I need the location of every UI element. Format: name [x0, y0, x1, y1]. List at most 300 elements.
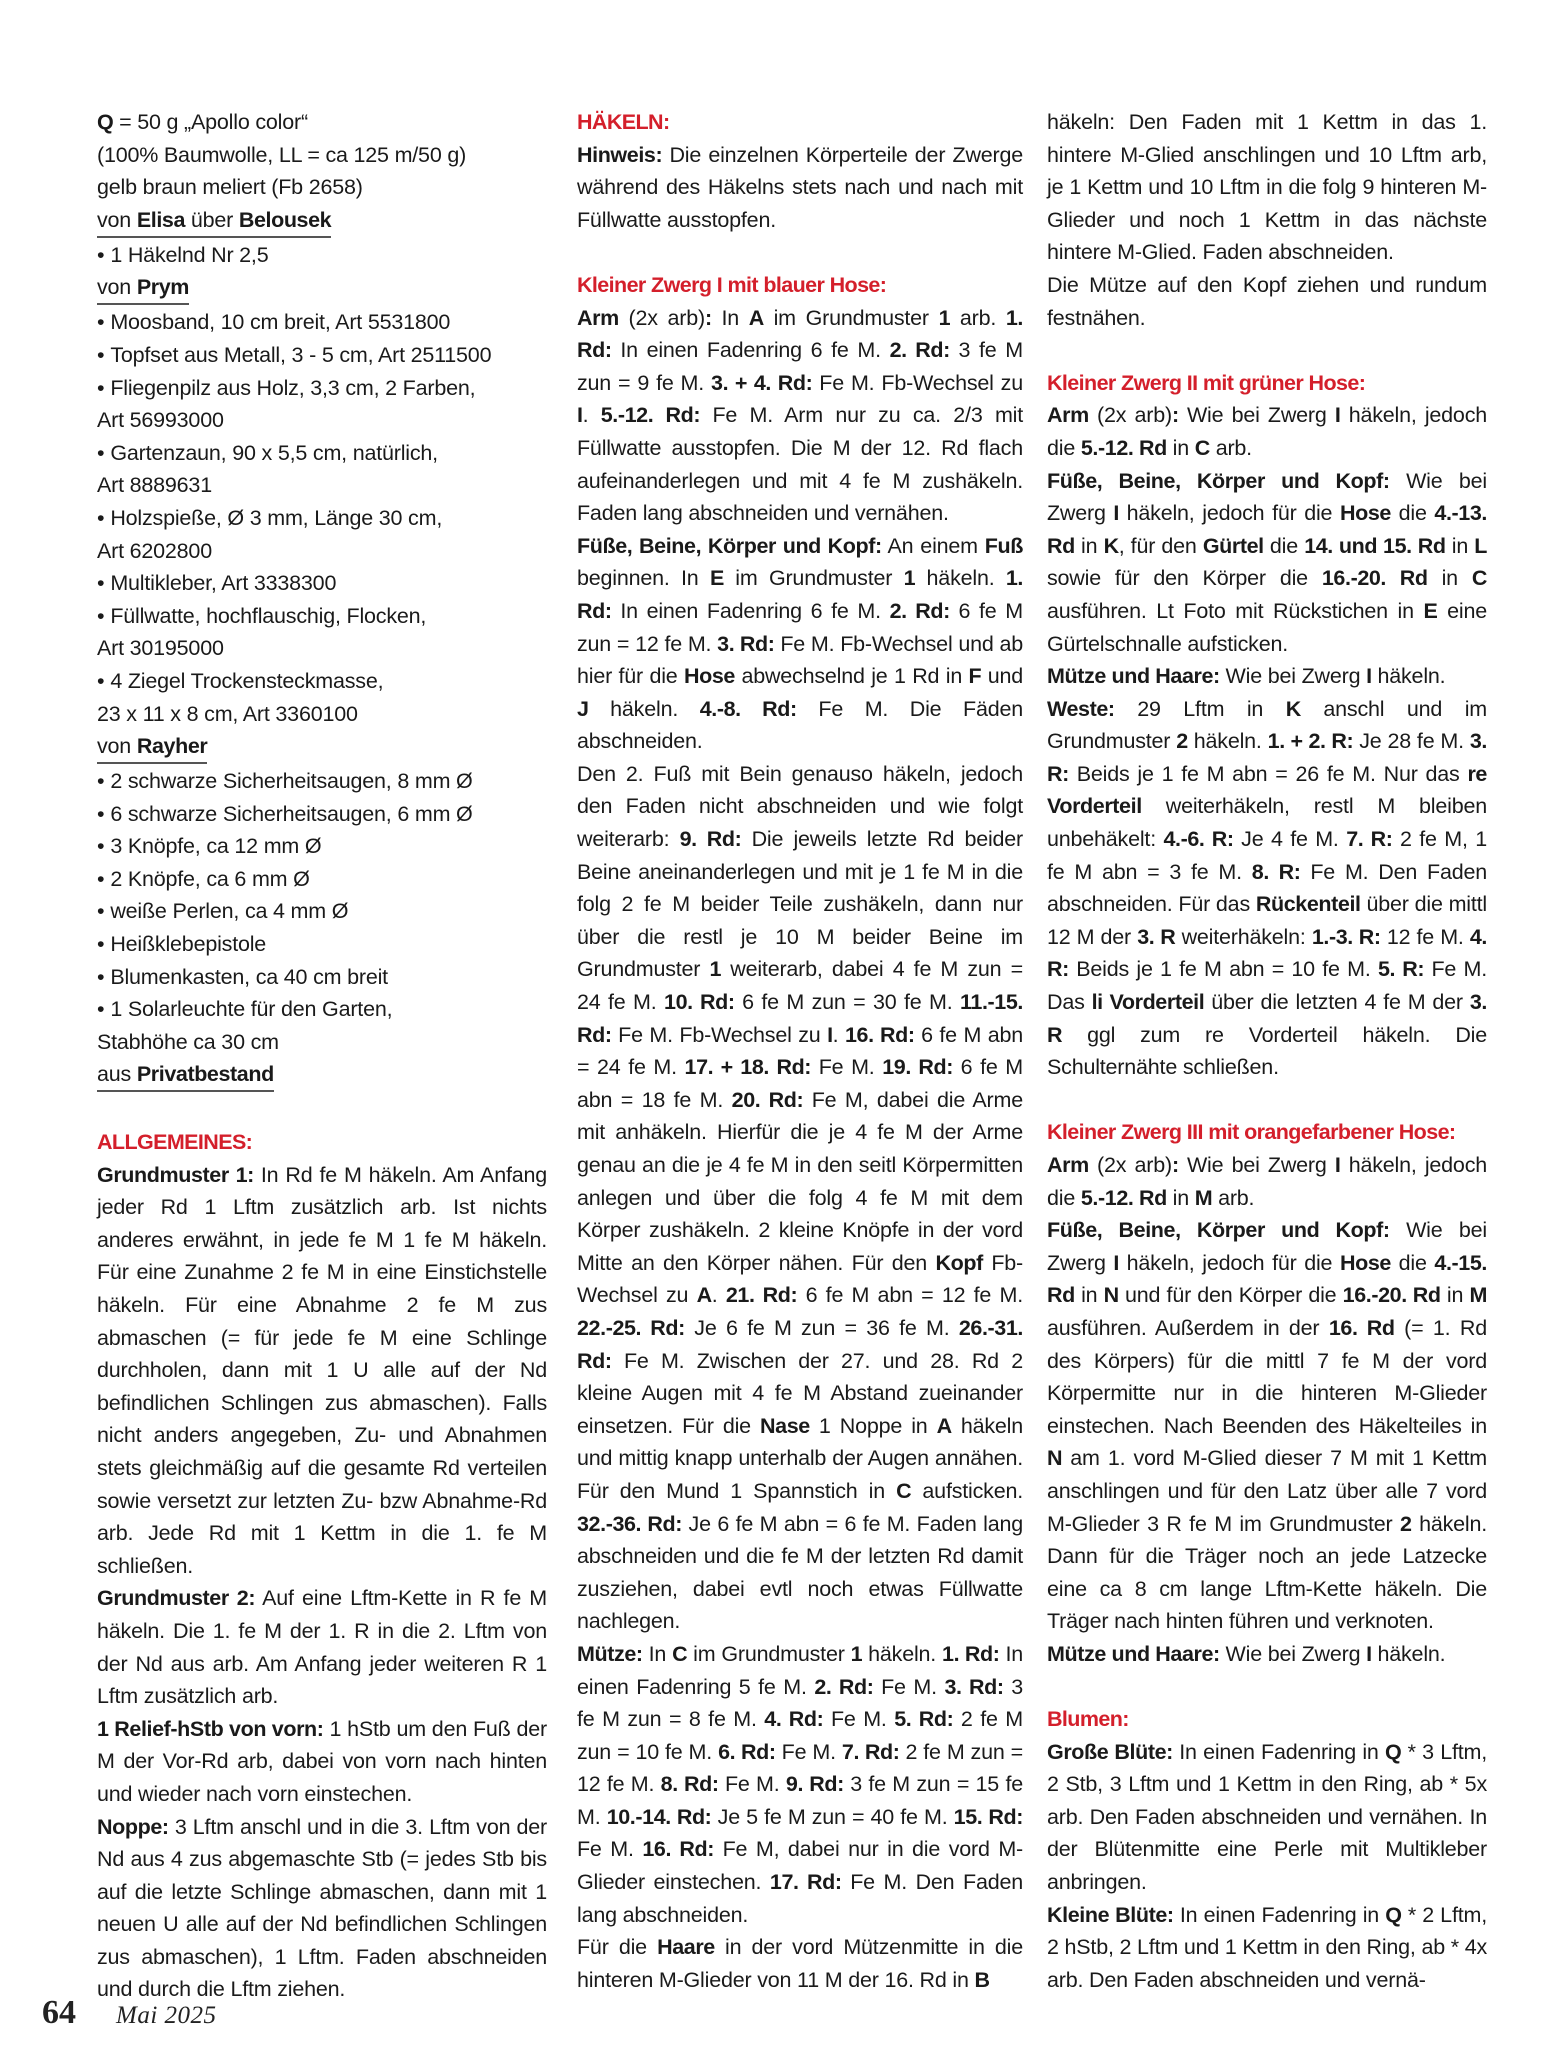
bold-term: Gürtel	[1202, 533, 1264, 558]
bold-term: 3. Rd:	[944, 1674, 1004, 1699]
text-run: Je 5 fe M zun = 40 fe M.	[711, 1804, 954, 1829]
paragraph-zwerg3-hat	[1047, 1638, 1487, 1671]
bold-term: Mütze und Haare:	[1047, 664, 1220, 689]
column-instructions-1	[577, 106, 1023, 1996]
brand-name: Belousek	[238, 207, 332, 232]
bold-term: Fuß	[984, 533, 1023, 558]
section-heading-allgemeines: ALLGEMEINES:	[97, 1130, 253, 1155]
bold-term: 5.-12. Rd	[1080, 1185, 1167, 1210]
bold-term: 3. + 4. Rd:	[711, 370, 813, 395]
bold-term: 26.-31. Rd:	[577, 1315, 1023, 1373]
bold-term: 3. R	[1137, 924, 1176, 949]
text-run: Je 6 fe M abn = 6 fe M. Faden lang abschneiden und die fe M der letzten Rd damit zusziehen, dabei evtl noch etwas Füllwatte nachlegen.	[577, 1511, 1023, 1634]
term-text: 3 Lftm anschl und in die 3. Lftm von der Nd aus 4 zus abgemaschte Stb (= jedes Stb bis auf die letzte Schlinge abmaschen, dann mit 1 neuen U alle auf der Nd befindlichen Schlingen zus abmaschen), 1 Lftm. Faden abschneiden und durch die Lftm ziehen.	[97, 1814, 547, 2002]
bold-term: A	[696, 1283, 712, 1308]
bold-term: 2. Rd:	[889, 338, 950, 363]
text-run: 3 fe M zun = 8 fe M.	[577, 1674, 1024, 1732]
text-run: in	[1166, 1185, 1195, 1210]
bold-term: 16. Rd	[1328, 1315, 1395, 1340]
bold-term: M	[1194, 1185, 1213, 1210]
bold-term: 16.-20. Rd	[1342, 1283, 1441, 1308]
bold-term: I	[1366, 664, 1372, 689]
column-instructions-2	[1047, 106, 1487, 1996]
text-run: (2x arb)	[1088, 1153, 1172, 1177]
bold-term: L	[1474, 533, 1488, 558]
source-mid: über	[185, 207, 239, 232]
text-run: häkeln.	[862, 1641, 943, 1666]
text-run: Fe M.	[577, 1837, 643, 1862]
text-run: In einen Fadenring in	[1172, 1739, 1385, 1764]
source-prefix: von	[97, 207, 137, 232]
text-run: Wie bei Zwerg	[1047, 1218, 1487, 1275]
text-run: Wie bei Zwerg	[1178, 1153, 1335, 1177]
text-run: Fe M.	[823, 1707, 895, 1732]
paragraph-zwerg1-body-continued	[577, 758, 1023, 1638]
paragraph-zwerg1-hair-continued	[1047, 106, 1487, 269]
text-run: häkeln, jedoch für die	[1118, 501, 1340, 526]
paragraph-zwerg1-hair	[577, 1931, 1023, 1996]
bold-term: 1. Rd:	[942, 1641, 1000, 1666]
text-run: Je 28 fe M.	[1353, 729, 1470, 754]
paragraph-grosse-bluete	[1047, 1736, 1487, 1899]
text-run: weiterhäkeln, restl M bleiben unbehäkelt:	[1047, 794, 1487, 852]
bold-term: 2. Rd:	[889, 598, 950, 623]
term-text: Auf eine Lftm-Kette in R fe M häkeln. Die 1. fe M der 1. R in die 2. Lftm von der Nd aus arb. Am Anfang jeder weiteren R 1 Lftm zusätzlich arb.	[97, 1586, 547, 1709]
text-run: Fe M. Die Fäden abschneiden.	[577, 696, 1024, 754]
text-run: in	[1074, 533, 1104, 558]
source-prefix: von	[97, 734, 137, 759]
section-heading-zwerg-1: Kleiner Zwerg I mit blauer Hose:	[577, 272, 887, 297]
text-run: Den 2. Fuß mit Bein genauso häkeln, jedoch den Faden nicht abschneiden und wie folgt weiterarb:	[577, 761, 1023, 852]
bold-term: I	[577, 403, 583, 428]
material-item: Art 6202800	[97, 538, 212, 563]
text-run: im Grundmuster	[763, 305, 939, 330]
text-run: in	[1445, 533, 1475, 558]
bold-term: re Vorderteil	[1047, 761, 1487, 819]
rayher-material-list	[97, 306, 547, 730]
text-run: arb.	[950, 305, 1006, 330]
material-item: • 1 Häkelnd Nr 2,5	[97, 239, 547, 272]
text-run: In einen Fadenring 6 fe M.	[611, 338, 890, 363]
yarn-label: Q	[97, 110, 114, 134]
text-run: An einem	[881, 533, 985, 558]
bold-term: 3. R:	[1047, 729, 1488, 786]
yarn-q-detail-2: gelb braun meliert (Fb 2658)	[97, 175, 363, 200]
text-run: 3 fe M zun = 15 fe M.	[577, 1772, 1023, 1829]
page-number: 64	[42, 1994, 76, 2031]
text-run: 6 fe M abn = 18 fe M.	[577, 1055, 1023, 1112]
bold-term: 1. + 2. R:	[1267, 729, 1354, 754]
text-run: in	[1166, 435, 1195, 460]
bold-term: C	[896, 1478, 912, 1503]
text-run: ausführen. Außerdem in der	[1047, 1315, 1329, 1340]
bold-term: Weste:	[1047, 696, 1115, 721]
bold-term: 3. R	[1047, 990, 1487, 1047]
term-text: In Rd fe M häkeln. Am Anfang jeder Rd 1 Lftm zusätzlich arb. Ist nichts anderes erwähnt, in jede fe M 1 fe M häkeln. Für eine Zunahme 2 fe M in eine Einstichstelle häkeln. Für eine Abnahme 2 fe M zus abmaschen (= für jede fe M eine Schlinge durchholen, dann mit 1 U alle auf der Nd befindlichen Schlingen zus abmaschen). Falls nicht anders angegeben, Zu- und Abnahmen stets gleichmäßig auf die gesamte Rd verteilen sowie versetzt zur letzten Zu- bzw Abnahme-Rd arb. Jede Rd mit 1 Kettm in die 1. fe M schließen.	[97, 1162, 547, 1578]
bold-term: 1	[903, 566, 916, 591]
text-run: Fe M.	[718, 1772, 786, 1797]
issue-date: Mai 2025	[116, 2002, 217, 2029]
bold-term: 2	[1176, 729, 1188, 754]
bold-term: 1.-3. R:	[1311, 924, 1381, 949]
term-label: Hinweis:	[577, 142, 663, 167]
text-run: häkeln. Dann für die Träger noch an jede Latzecke eine ca 8 cm lange Lftm-Kette häkeln. Die Träger nach hinten führen und verknoten.	[1047, 1511, 1487, 1634]
text-run: Die jeweils letzte Rd beider Beine aneinanderlegen und mit je 1 fe M in die folg 2 fe M beider Teile zushäkeln, dann nur über die restl je 10 M beider Beine im Grundmuster	[577, 827, 1024, 982]
text-run: Fe M, dabei nur in die vord M-Glieder einstechen.	[577, 1837, 1023, 1895]
text-run: In einen Fadenring in	[1173, 1902, 1386, 1927]
bold-term: 5.-12. Rd	[1080, 435, 1167, 460]
paragraph-zwerg2-arm	[1047, 399, 1487, 464]
text-run: .	[832, 1022, 845, 1047]
bold-term: F	[968, 664, 982, 689]
paragraph-zwerg3-arm	[1047, 1149, 1487, 1214]
text-run: Fe M. Arm nur zu ca. 2/3 mit Füllwatte ausstopfen. Die M der 12. Rd flach aufeinanderlegen und mit 4 fe M zushäkeln. Faden lang abschneiden und vernähen.	[577, 403, 1023, 526]
bold-term: 19. Rd:	[882, 1055, 954, 1080]
term-label: Noppe:	[97, 1814, 169, 1839]
text-run: häkeln.	[588, 696, 700, 721]
text-run: häkeln.	[915, 566, 1006, 591]
bold-term: 9. Rd:	[785, 1772, 844, 1797]
text-run: arb.	[1209, 435, 1252, 460]
yarn-q-detail-1: (100% Baumwolle, LL = ca 125 m/50 g)	[97, 142, 467, 167]
bold-term: 32.-36. Rd:	[577, 1511, 683, 1536]
bold-term: 7. Rd:	[841, 1739, 900, 1764]
text-run: 3 fe M zun = 9 fe M.	[577, 338, 1023, 395]
text-run: 29 Lftm in	[1114, 696, 1286, 721]
text-run: anschl und im Grundmuster	[1047, 696, 1487, 754]
bold-term: Nase	[760, 1413, 810, 1438]
bold-term: 2	[1400, 1511, 1412, 1536]
material-item: Art 56993000	[97, 408, 224, 433]
material-item: 23 x 11 x 8 cm, Art 3360100	[97, 701, 358, 726]
text-run: (= 1. Rd des Körpers) für die mittl 7 fe M der vord Körpermitte nur in die hinteren M-Glieder einstechen. Nach Beenden des Häkelteiles in	[1047, 1315, 1487, 1438]
text-run: In einen Fadenring 6 fe M.	[611, 598, 890, 623]
bold-term: Hose	[1339, 1250, 1391, 1275]
material-item: • weiße Perlen, ca 4 mm Ø	[97, 895, 547, 928]
bold-term: 14. und 15. Rd	[1304, 533, 1446, 558]
brand-name: Privatbestand	[136, 1062, 274, 1087]
bold-term: C	[1194, 435, 1210, 460]
bold-term: A	[936, 1413, 952, 1438]
text-run: In	[711, 305, 749, 330]
text-run: 6 fe M zun = 30 fe M.	[734, 990, 961, 1015]
bold-term: Haare	[657, 1935, 715, 1960]
text-run: im Grundmuster	[687, 1641, 851, 1666]
text-run: die	[1390, 501, 1435, 526]
text-run: Je 6 fe M zun = 36 fe M.	[684, 1315, 959, 1340]
source-prefix: aus	[97, 1062, 137, 1087]
text-run: 6 fe M abn = 24 fe M.	[577, 1022, 1023, 1080]
source-prefix: von	[97, 275, 137, 300]
bold-term: 5. Rd:	[894, 1707, 954, 1732]
text-run: häkeln.	[1187, 729, 1268, 754]
material-item: • 2 Knöpfe, ca 6 mm Ø	[97, 863, 547, 896]
material-item: • Heißklebepistole	[97, 928, 547, 961]
text-run: * 2 Lftm, 2 hStb, 2 Lftm und 1 Kettm in den Ring, ab * 4x arb. Den Faden abschneiden und vernä-	[1047, 1902, 1487, 1992]
bold-term: A	[748, 305, 764, 330]
bold-term: 1. Rd:	[577, 305, 1023, 363]
bold-term: I	[1366, 1641, 1372, 1666]
text-run: Fe M. Das	[1047, 957, 1487, 1015]
material-item: • 6 schwarze Sicherheitsaugen, 6 mm Ø	[97, 798, 547, 831]
bold-term: Kleine Blüte:	[1047, 1902, 1174, 1927]
text-run: Fe M.	[811, 1055, 883, 1080]
text-run: .	[582, 403, 601, 428]
paragraph-zwerg1-hat	[577, 1638, 1023, 1931]
text-run: am 1. vord M-Glied dieser 7 M mit 1 Kettm anschlingen und für den Latz über alle 7 vord M-Glieder 3 R fe M im Grundmuster	[1047, 1446, 1487, 1536]
material-item: Art 8889631	[97, 473, 212, 498]
text-run: häkeln.	[1371, 1641, 1446, 1666]
bold-term: 1	[709, 957, 722, 982]
bold-term: 1	[850, 1641, 863, 1666]
text-run: In einen Fadenring 5 fe M.	[577, 1641, 1023, 1699]
bold-term: Arm	[1047, 403, 1089, 428]
bold-term: 21. Rd:	[725, 1283, 798, 1308]
bold-term: K	[1285, 696, 1301, 721]
text-run: In	[642, 1641, 673, 1666]
text-run: Fe M. Den Faden abschneiden. Für das	[1047, 859, 1487, 917]
text-run: aufsticken.	[911, 1478, 1024, 1503]
paragraph-kleine-bluete	[1047, 1899, 1487, 1997]
bold-term: 17. + 18. Rd:	[684, 1055, 812, 1080]
bold-term: C	[672, 1641, 688, 1666]
paragraph-relief-hstb	[97, 1713, 547, 1811]
text-run: Beids je 1 fe M abn = 26 fe M. Nur das	[1068, 761, 1468, 786]
text-run: Fe M. Fb-Wechsel zu	[611, 1022, 828, 1047]
bold-term: 4.-15. Rd	[1047, 1250, 1487, 1308]
brand-name: Rayher	[136, 734, 208, 759]
yarn-q-line	[97, 106, 547, 139]
text-run: im Grundmuster	[723, 566, 904, 591]
material-item: • Fliegenpilz aus Holz, 3,3 cm, 2 Farben,	[97, 372, 547, 405]
bold-term: Rückenteil	[1255, 892, 1361, 917]
bold-term: :	[1171, 1153, 1179, 1177]
text-run: Fe M. Fb-Wechsel und ab hier für die	[577, 631, 1023, 689]
material-item: • 4 Ziegel Trockensteckmasse,	[97, 665, 547, 698]
bold-term: 5.-12. Rd:	[600, 403, 701, 428]
bold-term: M	[1469, 1283, 1487, 1308]
paragraph-zwerg2-vest	[1047, 693, 1487, 1084]
bold-term: li Vorderteil	[1091, 990, 1205, 1015]
bold-term: 16. Rd:	[642, 1837, 715, 1862]
bold-term: Mütze:	[577, 1641, 643, 1666]
material-item: Art 30195000	[97, 636, 224, 661]
material-item: • Topfset aus Metall, 3 - 5 cm, Art 2511500	[97, 339, 547, 372]
bold-term: Arm	[577, 305, 619, 330]
bold-term: Große Blüte:	[1047, 1739, 1173, 1764]
bold-term: J	[577, 696, 589, 721]
text-run: weiterarb, dabei 4 fe M zun = 24 fe M.	[577, 957, 1023, 1015]
source-elisa	[97, 205, 331, 238]
bold-term: 16.-20. Rd	[1321, 566, 1428, 591]
text-run: .	[711, 1283, 726, 1308]
paragraph-noppe	[97, 1811, 547, 2007]
text-run: über die mittl 12 M der	[1047, 892, 1487, 949]
paragraph-hinweis	[577, 139, 1023, 237]
bold-term: 4.-13. Rd	[1047, 501, 1487, 558]
text-run: 2 fe M, 1 fe M abn = 3 fe M.	[1047, 827, 1488, 884]
text-run: häkeln, jedoch die	[1047, 403, 1487, 460]
bold-term: 8. R:	[1251, 859, 1301, 884]
bold-term: Hose	[1339, 501, 1391, 526]
text-run: 1 Noppe in	[809, 1413, 937, 1438]
bold-term: C	[1471, 566, 1487, 591]
text-run: häkeln, jedoch für die	[1118, 1250, 1340, 1275]
section-heading-haekeln: HÄKELN:	[577, 110, 670, 134]
bold-term: I	[1334, 403, 1341, 428]
term-label: Grundmuster 1:	[97, 1162, 254, 1187]
private-material-list	[97, 765, 547, 1058]
bold-term: Q	[1385, 1902, 1402, 1927]
bold-term: Hose	[684, 664, 735, 689]
bold-term: Füße, Beine, Körper und Kopf:	[1047, 1218, 1390, 1243]
text-run: in	[1427, 566, 1472, 591]
bold-term: Füße, Beine, Körper und Kopf:	[1047, 468, 1390, 493]
bold-term: Arm	[1047, 1153, 1089, 1177]
bold-term: 10. Rd:	[664, 990, 735, 1015]
text-run: Fe M.	[775, 1739, 842, 1764]
material-item: Stabhöhe ca 30 cm	[97, 1029, 279, 1054]
text-run: und für den Körper die	[1118, 1283, 1343, 1308]
paragraph-grundmuster-1	[97, 1159, 547, 1583]
text-run: Fe M, dabei die Arme mit anhäkeln. Hierfür die je 4 fe M der Arme genau an die je 4 fe M in den seitl Körpermitten anlegen und über die folg 4 fe M mit dem Körper zushäkeln. 2 kleine Knöpfe in der vord Mitte an den Körper nähen. Für den	[577, 1087, 1023, 1275]
bold-term: :	[704, 305, 712, 330]
text-run: Fb-Wechsel zu	[577, 1250, 1023, 1308]
text-run: Für die	[577, 1935, 658, 1960]
text-run: in	[1440, 1283, 1470, 1308]
bold-term: 8. Rd:	[660, 1772, 719, 1797]
bold-term: 16. Rd:	[844, 1022, 915, 1047]
text-run: Wie bei Zwerg	[1047, 468, 1487, 526]
bold-term: 20. Rd:	[731, 1087, 804, 1112]
bold-term: N	[1047, 1446, 1063, 1471]
source-rayher	[97, 731, 207, 764]
text-run: (2x arb)	[618, 305, 705, 330]
bold-term: 22.-25. Rd:	[577, 1315, 685, 1340]
text-run: * 3 Lftm, 2 Stb, 3 Lftm und 1 Kettm in den Ring, ab * 5x arb. Den Faden abschneiden und vernähen. In der Blütenmitte eine Perle mit Multikleber anbringen.	[1047, 1739, 1487, 1895]
bold-term: E	[709, 566, 724, 591]
paragraph-zwerg3-body	[1047, 1214, 1487, 1638]
bold-term: 15. Rd:	[953, 1804, 1023, 1829]
bold-term: 17. Rd:	[769, 1870, 842, 1895]
text-run: Fe M.	[873, 1674, 945, 1699]
text-run: Wie bei Zwerg	[1178, 403, 1335, 428]
bold-term: N	[1103, 1283, 1119, 1308]
text-run: Je 4 fe M.	[1233, 827, 1347, 852]
bold-term: I	[1113, 1250, 1119, 1275]
source-prym	[97, 272, 189, 305]
bold-term: 4.-8. Rd:	[699, 696, 797, 721]
bold-term: 6. Rd:	[718, 1739, 776, 1764]
text-run: 6 fe M abn = 12 fe M.	[797, 1283, 1023, 1308]
text-run: Fe M. Zwischen der 27. und 28. Rd 2 kleine Augen mit 4 fe M Abstand zueinander einsetzen. Für die	[577, 1348, 1023, 1438]
text-run: weiterhäkeln:	[1175, 924, 1312, 949]
text-run: in	[1074, 1283, 1104, 1308]
bold-term: Füße, Beine, Körper und Kopf:	[577, 533, 882, 558]
text-run: die	[1390, 1250, 1435, 1275]
bold-term: :	[1171, 403, 1179, 428]
bold-term: 11.-15. Rd:	[577, 990, 1023, 1047]
bold-term: K	[1103, 533, 1119, 558]
text-run: häkeln.	[1371, 664, 1446, 689]
text-run: Wie bei Zwerg	[1219, 1641, 1367, 1666]
bold-term: 2. Rd:	[814, 1674, 874, 1699]
paragraph-zwerg1-finish: Die Mütze auf den Kopf ziehen und rundum festnähen.	[1047, 272, 1487, 330]
paragraph-zwerg1-body	[577, 530, 1023, 758]
text-run: in der vord Mützenmitte in die hinteren M-Glieder von 11 M der 16. Rd in	[577, 1935, 1023, 1992]
bold-term: Q	[1385, 1739, 1402, 1764]
brand-name: Elisa	[136, 207, 186, 232]
bold-term: I	[827, 1022, 833, 1047]
text-run: 6 fe M zun = 12 fe M.	[577, 598, 1023, 656]
text-run: beginnen. In	[577, 566, 710, 591]
bold-term: 4. R:	[1047, 924, 1487, 982]
text-run: 2 fe M zun = 12 fe M.	[577, 1739, 1023, 1797]
brand-name: Prym	[136, 275, 190, 300]
bold-term: 4. Rd:	[764, 1707, 824, 1732]
bold-term: 3. Rd:	[717, 631, 775, 656]
source-privatbestand	[97, 1059, 274, 1092]
bold-term: 9. Rd:	[679, 827, 742, 852]
text-run: (2x arb)	[1088, 403, 1172, 428]
bold-term: Kopf	[935, 1250, 983, 1275]
term-text: Die einzelnen Körperteile der Zwerge während des Häkelns stets nach und nach mit Füllwatte ausstopfen.	[577, 142, 1023, 232]
bold-term: I	[1113, 501, 1119, 526]
bold-term: Mütze und Haare:	[1047, 1641, 1220, 1666]
bold-term: 4.-6. R:	[1163, 827, 1234, 852]
text-run: häkeln und mittig knapp unterhalb der Augen annähen. Für den Mund 1 Spannstich in	[577, 1413, 1024, 1503]
text-run: 12 fe M.	[1380, 924, 1470, 949]
material-item: • 2 schwarze Sicherheitsaugen, 8 mm Ø	[97, 765, 547, 798]
term-label: Grundmuster 2:	[97, 1586, 256, 1611]
text-run: , für den	[1118, 533, 1203, 558]
text-run: ggl zum re Vorderteil häkeln. Die Schulternähte schließen.	[1047, 1022, 1487, 1080]
text-run: Beids je 1 fe M abn = 10 fe M.	[1068, 957, 1378, 982]
bold-term: 1. Rd:	[577, 566, 1024, 623]
material-item: • Moosband, 10 cm breit, Art 5531800	[97, 306, 547, 339]
paragraph-zwerg2-hat	[1047, 660, 1487, 693]
bold-term: 7. R:	[1346, 827, 1393, 852]
paragraph-zwerg1-arm	[577, 302, 1023, 530]
section-heading-zwerg-2: Kleiner Zwerg II mit grüner Hose:	[1047, 370, 1366, 395]
term-text: 1 hStb um den Fuß der M der Vor-Rd arb, dabei von vorn nach hinten und wieder nach vorn einstechen.	[97, 1716, 547, 1806]
text-run: häkeln, jedoch die	[1047, 1153, 1487, 1210]
bold-term: B	[974, 1967, 990, 1992]
section-heading-zwerg-3: Kleiner Zwerg III mit orangefarbener Hose:	[1047, 1120, 1456, 1145]
material-item: • 1 Solarleuchte für den Garten,	[97, 993, 547, 1026]
text-run: 2 fe M zun = 10 fe M.	[577, 1707, 1023, 1764]
yarn-name: = 50 g „Apollo color“	[113, 110, 308, 134]
page-footer	[42, 1994, 217, 2034]
text-run: ausführen. Lt Foto mit Rückstichen in	[1047, 598, 1424, 623]
text-run: abwechselnd je 1 Rd in	[734, 664, 969, 689]
text-run: Fe M. Den Faden lang abschneiden.	[577, 1870, 1023, 1927]
material-item: • Blumenkasten, ca 40 cm breit	[97, 961, 547, 994]
text-run: Wie bei Zwerg	[1219, 664, 1367, 689]
term-label: 1 Relief-hStb von vorn:	[97, 1716, 324, 1741]
section-heading-blumen: Blumen:	[1047, 1707, 1129, 1732]
column-materials	[97, 106, 547, 2006]
text-run: eine Gürtelschnalle aufsticken.	[1047, 598, 1487, 656]
text-run: über die letzten 4 fe M der	[1204, 990, 1470, 1015]
text-run: die	[1263, 533, 1305, 558]
bold-term: 1	[938, 305, 951, 330]
text-run: häkeln: Den Faden mit 1 Kettm in das 1. hintere M-Glied anschlingen und 10 Lftm arb, je 1 Kettm und 10 Lftm in die folg 9 hinteren M-Glieder und noch 1 Kettm in das nächste hintere M-Glied. Faden abschneiden.	[1047, 110, 1487, 265]
bold-term: E	[1423, 598, 1438, 623]
bold-term: 5. R:	[1377, 957, 1425, 982]
paragraph-zwerg2-body	[1047, 465, 1487, 661]
material-item: • 3 Knöpfe, ca 12 mm Ø	[97, 830, 547, 863]
